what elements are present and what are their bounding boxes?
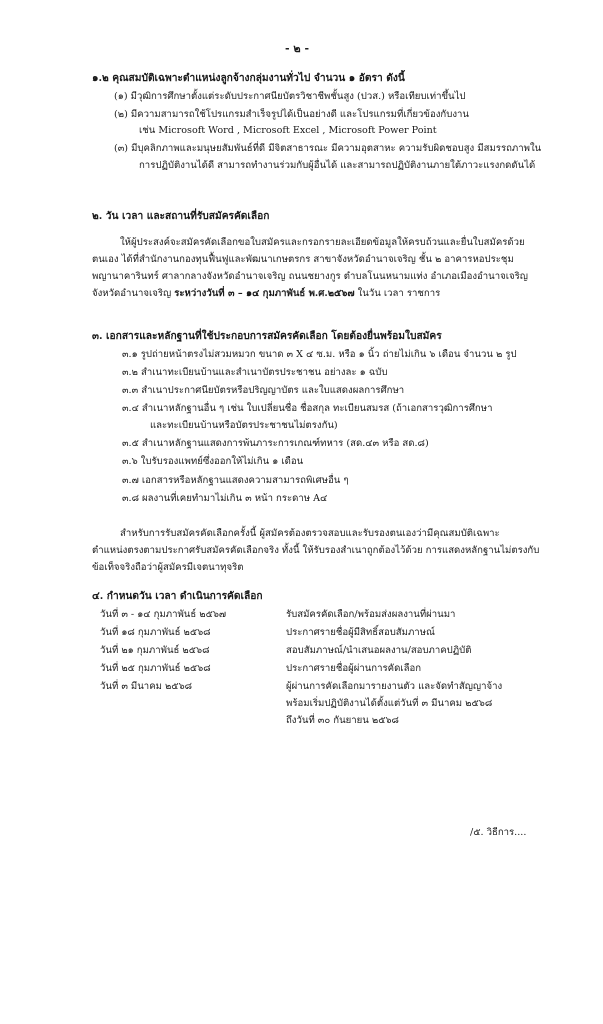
certification-note: ข้อเท็จจริงถือว่าผู้สมัครมีเจตนาทุจริต (92, 562, 244, 573)
qualification-item-cont: การปฏิบัติงานได้ดี สามารถทำงานร่วมกับผู้อื่นได้ และสามารถปฏิบัติงานภายใต้ภาวะแรงกดดันได้ (139, 160, 536, 171)
application-period-suffix: ในวัน เวลา ราชการ (354, 288, 441, 299)
schedule-activity-cont: ถึงวันที่ ๓๐ กันยายน ๒๕๖๘ (286, 715, 399, 726)
qualification-heading: ๑.๒ คุณสมบัติเฉพาะตำแหน่งลูกจ้างกลุ่มงานทั่วไป จำนวน ๑ อัตรา ดังนี้ (92, 72, 405, 84)
continued-marker: /๕. วิธีการ.... (470, 827, 527, 838)
schedule-date: วันที่ ๑๘ กุมภาพันธ์ ๒๕๖๘ (100, 627, 211, 638)
schedule-date: วันที่ ๒๕ กุมภาพันธ์ ๒๕๖๘ (100, 663, 211, 674)
schedule-date: วันที่ ๓ - ๑๔ กุมภาพันธ์ ๒๕๖๗ (100, 609, 227, 620)
certification-note: ตำแหน่งตรงตามประกาศรับสมัครคัดเลือกจริง ทั้งนี้ ให้รับรองสำเนาถูกต้องไว้ด้วย การแสดงหลักฐานไม่ตรงกับ (92, 545, 540, 556)
schedule-activity: ประกาศรายชื่อผู้มีสิทธิ์สอบสัมภาษณ์ (286, 627, 435, 638)
application-paragraph: ตนเอง ได้ที่สำนักงานกองทุนฟื้นฟูและพัฒนาเกษตรกร สาขาจังหวัดอำนาจเจริญ ชั้น ๒ อาคารหอประชุม (92, 254, 514, 265)
document-item: ๓.๓ สำเนาประกาศนียบัตรหรือปริญญาบัตร และใบแสดงผลการศึกษา (122, 385, 405, 396)
application-paragraph: ให้ผู้ประสงค์จะสมัครคัดเลือกขอใบสมัครและกรอกรายละเอียดข้อมูลให้ครบถ้วนและยื่นใบสมัครด้วย (120, 237, 525, 248)
schedule-date: วันที่ ๒๑ กุมภาพันธ์ ๒๕๖๘ (100, 645, 210, 656)
qualification-item: (๓) มีบุคลิกภาพและมนุษยสัมพันธ์ที่ดี มีจิตสาธารณะ มีความอุตสาหะ ความรับผิดชอบสูง มีสมรรถภาพใน (114, 143, 542, 154)
document-item: ๓.๔ สำเนาหลักฐานอื่น ๆ เช่น ใบเปลี่ยนชื่อ ชื่อสกุล ทะเบียนสมรส (ถ้าเอกสารวุฒิการศึกษา (122, 403, 493, 414)
documents-heading: ๓. เอกสารและหลักฐานที่ใช้ประกอบการสมัครคัดเลือก โดยต้องยื่นพร้อมใบสมัคร (92, 330, 442, 342)
application-period-dates: ระหว่างวันที่ ๓ – ๑๔ กุมภาพันธ์ พ.ศ.๒๕๖๗ (174, 288, 355, 299)
qualification-item-cont: เช่น Microsoft Word , Microsoft Excel , Microsoft Power Point (139, 125, 437, 136)
schedule-activity: รับสมัครคัดเลือก/พร้อมส่งผลงานที่ผ่านมา (286, 609, 456, 620)
document-item: ๓.๘ ผลงานที่เคยทำมาไม่เกิน ๓ หน้า กระดาษ A๔ (122, 493, 328, 504)
document-item-cont: และทะเบียนบ้านหรือบัตรประชาชนไม่ตรงกัน) (150, 420, 338, 431)
application-paragraph: พญานาคารินทร์ ศาลากลางจังหวัดอำนาจเจริญ ถนนชยางกูร ตำบลโนนหนามแท่ง อำเภอเมืองอำนาจเจริญ (92, 271, 528, 282)
schedule-activity-cont: พร้อมเริ่มปฏิบัติงานได้ตั้งแต่วันที่ ๓ มีนาคม ๒๕๖๘ (286, 698, 493, 709)
schedule-activity: สอบสัมภาษณ์/นำเสนอผลงาน/สอบภาคปฏิบัติ (286, 645, 472, 656)
schedule-activity: ประกาศรายชื่อผู้ผ่านการคัดเลือก (286, 663, 422, 674)
document-item: ๓.๒ สำเนาทะเบียนบ้านและสำเนาบัตรประชาชน อย่างละ ๑ ฉบับ (122, 367, 388, 378)
page-number: - ๒ - (285, 42, 310, 55)
schedule-heading: ๔. กำหนดวัน เวลา ดำเนินการคัดเลือก (92, 590, 263, 602)
qualification-item: (๒) มีความสามารถใช้โปรแกรมสำเร็จรูปได้เป็นอย่างดี และโปรแกรมที่เกี่ยวข้องกับงาน (114, 109, 469, 120)
qualification-item: (๑) มีวุฒิการศึกษาตั้งแต่ระดับประกาศนียบัตรวิชาชีพชั้นสูง (ปวส.) หรือเทียบเท่าขึ้นไป (114, 91, 466, 102)
schedule-activity: ผู้ผ่านการคัดเลือกมารายงานตัว และจัดทำสัญญาจ้าง (286, 681, 503, 692)
schedule-date: วันที่ ๓ มีนาคม ๒๕๖๘ (100, 681, 193, 692)
application-period-line (92, 287, 440, 300)
application-period-prefix: จังหวัดอำนาจเจริญ (92, 288, 175, 299)
application-heading: ๒. วัน เวลา และสถานที่รับสมัครคัดเลือก (92, 210, 270, 222)
document-item: ๓.๖ ใบรับรองแพทย์ซึ่งออกให้ไม่เกิน ๑ เดือน (122, 456, 304, 467)
document-item: ๓.๕ สำเนาหลักฐานแสดงการพ้นภาระการเกณฑ์ทหาร (สด.๔๓ หรือ สด.๘) (122, 438, 429, 449)
certification-note: สำหรับการรับสมัครคัดเลือกครั้งนี้ ผู้สมัครต้องตรวจสอบและรับรองตนเองว่ามีคุณสมบัติเฉพาะ (120, 528, 500, 539)
document-item: ๓.๑ รูปถ่ายหน้าตรงไม่สวมหมวก ขนาด ๓ X ๔ ซ.ม. หรือ ๑ นิ้ว ถ่ายไม่เกิน ๖ เดือน จำนวน ๒ รูป (122, 349, 517, 360)
document-item: ๓.๗ เอกสารหรือหลักฐานแสดงความสามารถพิเศษอื่น ๆ (122, 475, 349, 486)
